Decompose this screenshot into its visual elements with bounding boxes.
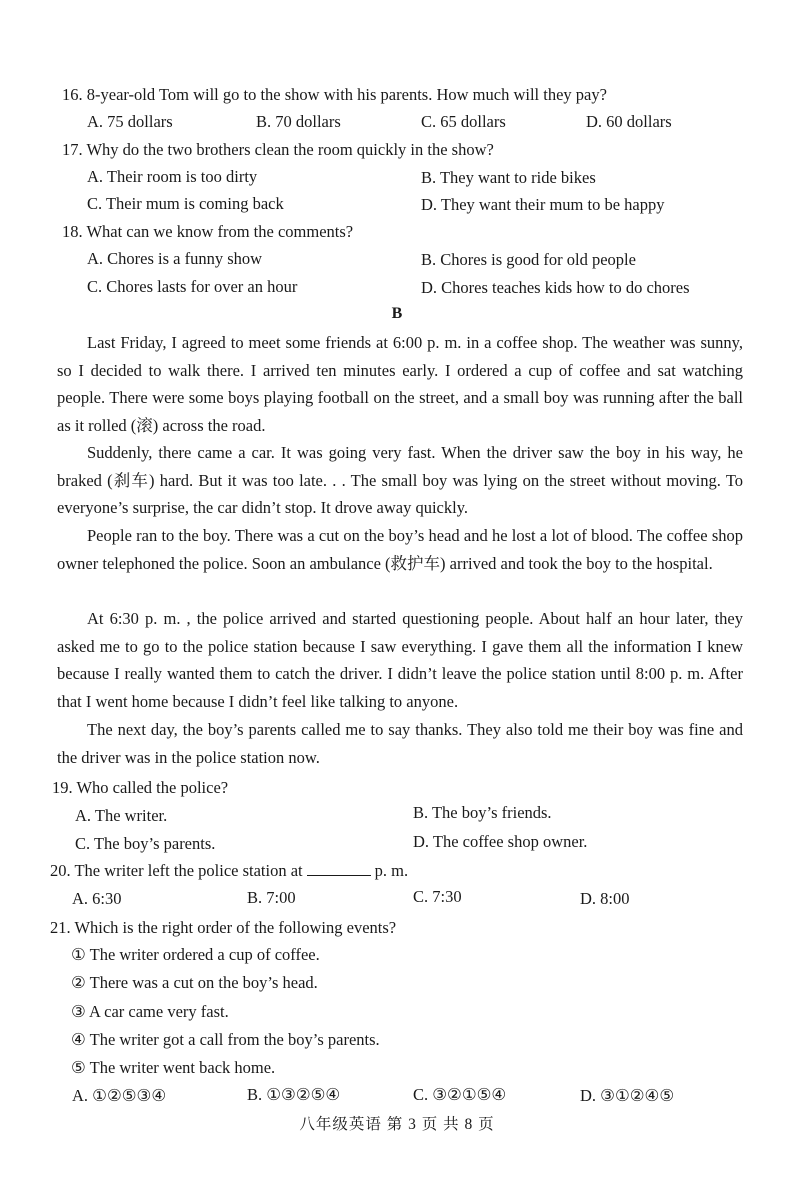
question-20-stem-after: p. m. — [374, 861, 409, 880]
question-19-stem: 19. Who called the police? — [52, 778, 229, 797]
question-21-option-b: B. ①③②⑤④ — [247, 1085, 341, 1104]
question-16-option-c: C. 65 dollars — [421, 112, 506, 131]
question-20-option-a: A. 6:30 — [72, 889, 122, 908]
question-17-option-d: D. They want their mum to be happy — [421, 195, 665, 214]
question-18-stem: 18. What can we know from the comments? — [62, 222, 354, 241]
question-19-option-c: C. The boy’s parents. — [75, 834, 216, 853]
question-21-stem: 21. Which is the right order of the following events? — [50, 918, 397, 937]
question-16-option-b: B. 70 dollars — [256, 112, 341, 131]
passage-paragraph-5-text: The next day, the boy’s parents called me to say thanks. They also told me their boy was fine and the driver was in the police station now. — [57, 720, 743, 767]
question-16-option-a: A. 75 dollars — [87, 112, 173, 131]
passage-paragraph-1 — [57, 329, 743, 439]
question-16-stem: 16. 8-year-old Tom will go to the show with his parents. How much will they pay? — [62, 85, 607, 104]
question-21-option-c: C. ③②①⑤④ — [413, 1085, 507, 1104]
question-20-option-d: D. 8:00 — [580, 889, 630, 908]
passage-paragraph-4 — [57, 605, 743, 715]
question-20-option-c: C. 7:30 — [413, 887, 462, 906]
question-21-option-a: A. ①②⑤③④ — [72, 1086, 167, 1105]
question-17-stem: 17. Why do the two brothers clean the room quickly in the show? — [62, 140, 494, 159]
passage-paragraph-1-text: Last Friday, I agreed to meet some friends at 6:00 p. m. in a coffee shop. The weather was sunny, so I decided to walk there. I arrived ten minutes early. I ordered a cup of coffee and sat watching people. There were some boys playing football on the street, and a small boy was running after the ball as it rolled (滚) across the road. — [57, 333, 743, 435]
question-16-option-d: D. 60 dollars — [586, 112, 672, 131]
question-21-option-d: D. ③①②④⑤ — [580, 1086, 675, 1105]
passage-paragraph-2-text: Suddenly, there came a car. It was going very fast. When the driver saw the boy in his way, he braked (刹车) hard. But it was too late. . . The small boy was lying on the street without moving. To everyone’s surprise, the car didn’t stop. It drove away quickly. — [57, 443, 743, 518]
question-21-event-2: ② There was a cut on the boy’s head. — [71, 973, 318, 992]
question-18-option-b: B. Chores is good for old people — [421, 250, 636, 269]
passage-paragraph-5 — [57, 716, 743, 771]
passage-paragraph-2 — [57, 439, 743, 522]
question-21-event-5: ⑤ The writer went back home. — [71, 1058, 276, 1077]
question-20-stem — [50, 861, 408, 881]
passage-paragraph-3-text: People ran to the boy. There was a cut on the boy’s head and he lost a lot of blood. The coffee shop owner telephoned the police. Soon an ambulance (救护车) arrived and took the boy to the hospital. — [57, 526, 743, 573]
question-18-option-d: D. Chores teaches kids how to do chores — [421, 278, 690, 297]
question-17-option-a: A. Their room is too dirty — [87, 167, 258, 186]
question-19-option-a: A. The writer. — [75, 806, 168, 825]
question-21-event-3: ③ A car came very fast. — [71, 1002, 229, 1021]
question-19-option-b: B. The boy’s friends. — [413, 803, 552, 822]
question-17-option-b: B. They want to ride bikes — [421, 168, 596, 187]
question-20-stem-before: 20. The writer left the police station at — [50, 861, 303, 880]
section-b-heading: B — [391, 305, 403, 322]
question-21-event-1: ① The writer ordered a cup of coffee. — [71, 945, 320, 964]
page-footer: 八年级英语 第 3 页 共 8 页 — [299, 1116, 495, 1133]
question-18-option-c: C. Chores lasts for over an hour — [87, 277, 298, 296]
answer-blank — [307, 861, 371, 876]
question-18-option-a: A. Chores is a funny show — [87, 249, 263, 268]
question-19-option-d: D. The coffee shop owner. — [413, 832, 588, 851]
question-17-option-c: C. Their mum is coming back — [87, 194, 284, 213]
question-20-option-b: B. 7:00 — [247, 888, 296, 907]
question-21-event-4: ④ The writer got a call from the boy’s parents. — [71, 1030, 380, 1049]
passage-paragraph-4-text: At 6:30 p. m. , the police arrived and started questioning people. About half an hour later, they asked me to go to the police station because I saw everything. I gave them all the information I knew because I really wanted them to catch the driver. I didn’t leave the police station until 8:00 p. m. After that I went home because I didn’t feel like talking to anyone. — [57, 609, 743, 711]
passage-paragraph-3 — [57, 522, 743, 577]
